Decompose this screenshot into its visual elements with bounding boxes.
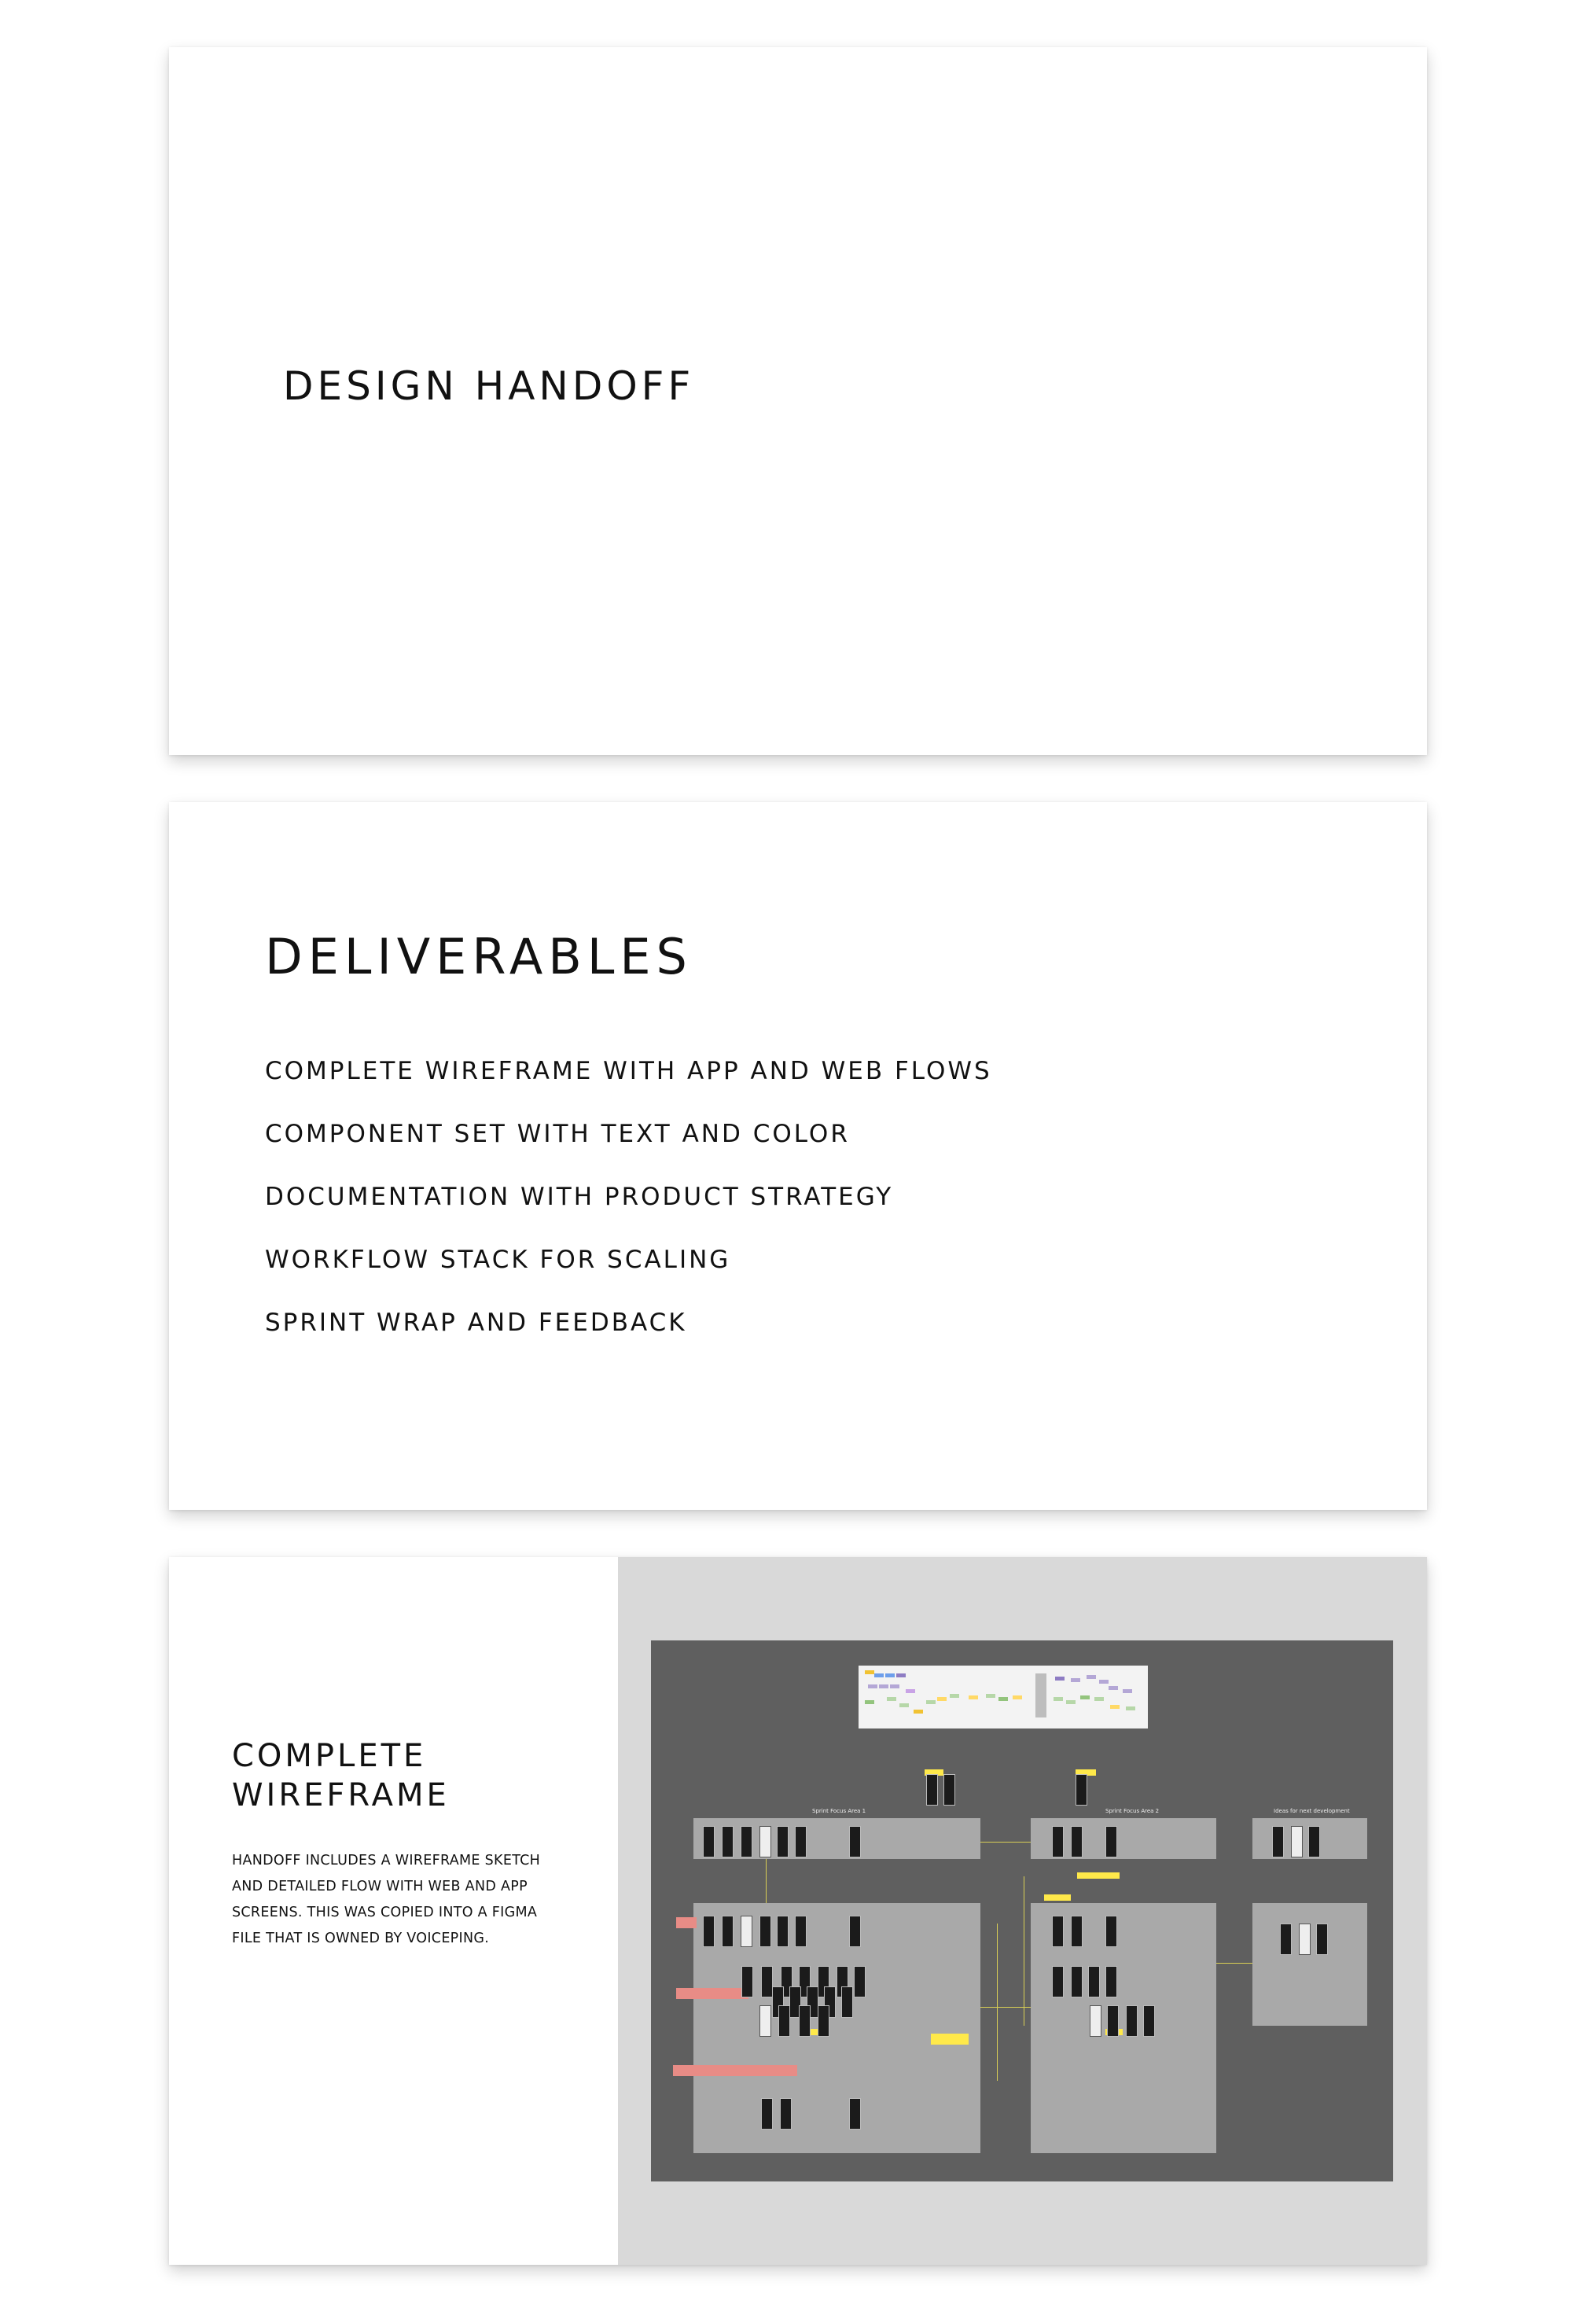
text-panel: [169, 1557, 618, 2265]
phone-screen-thumbnail: [1052, 1966, 1064, 1997]
flow-node: [1099, 1680, 1109, 1684]
phone-screen-thumbnail: [1280, 1924, 1292, 1955]
flow-node: [1123, 1689, 1132, 1693]
phone-screen-thumbnail: [759, 1916, 771, 1947]
phone-screen-thumbnail: [778, 2005, 790, 2037]
phone-screen-thumbnail: [1071, 1826, 1083, 1857]
sticky-note-yellow: [1044, 1894, 1071, 1901]
phone-screen-thumbnail: [1291, 1826, 1303, 1857]
phone-screen-thumbnail: [1107, 2005, 1119, 2037]
phone-screen-thumbnail: [761, 1966, 773, 1997]
flow-node: [885, 1673, 895, 1677]
phone-screen-thumbnail: [777, 1916, 789, 1947]
flow-node: [879, 1684, 888, 1688]
phone-screen-thumbnail: [1071, 1966, 1083, 1997]
slide-deliverables: [169, 802, 1427, 1510]
flow-node: [865, 1700, 874, 1704]
flow-node: [896, 1673, 906, 1677]
phone-screen-thumbnail: [854, 1966, 866, 1997]
phone-screen-thumbnail: [818, 2005, 829, 2037]
sticky-note-yellow: [931, 2034, 969, 2045]
ideas-area-main: [1252, 1903, 1367, 2026]
phone-screen-thumbnail: [1126, 2005, 1138, 2037]
area-label: Sprint Focus Area 1: [812, 1808, 866, 1814]
list-item: WORKFLOW STACK FOR SCALING: [265, 1246, 731, 1274]
list-item: COMPLETE WIREFRAME WITH APP AND WEB FLOWS: [265, 1057, 992, 1085]
phone-screen-thumbnail: [926, 1774, 938, 1806]
connector-line: [766, 1859, 767, 1903]
sticky-note-yellow: [1077, 1872, 1120, 1879]
slide-complete-wireframe: [169, 1557, 1427, 2265]
phone-screen-thumbnail: [1090, 2005, 1101, 2037]
phone-screen-thumbnail: [759, 1826, 771, 1857]
phone-screen-thumbnail: [1299, 1924, 1311, 1955]
phone-screen-thumbnail: [841, 1986, 853, 2018]
area-label: Ideas for next development: [1274, 1808, 1350, 1814]
wireframe-board-image: [651, 1640, 1393, 2181]
phone-screen-thumbnail: [741, 1916, 752, 1947]
flow-node: [899, 1703, 909, 1707]
flow-node: [937, 1697, 947, 1701]
phone-screen-thumbnail: [1105, 1916, 1117, 1947]
flow-node: [1054, 1697, 1063, 1701]
phone-screen-thumbnail: [1071, 1916, 1083, 1947]
phone-screen-thumbnail: [1316, 1924, 1328, 1955]
flow-node: [906, 1689, 915, 1693]
list-item: DOCUMENTATION WITH PRODUCT STRATEGY: [265, 1183, 894, 1211]
flow-node: [926, 1700, 936, 1704]
slide-title: DESIGN HANDOFF: [283, 363, 695, 409]
phone-screen-thumbnail: [849, 1826, 861, 1857]
flow-node: [1087, 1675, 1096, 1679]
focus-area-1-top: [693, 1818, 980, 1859]
flow-node: [1071, 1678, 1080, 1682]
slide-title: DELIVERABLES: [265, 928, 693, 985]
flow-node: [1110, 1705, 1120, 1709]
area-label: Sprint Focus Area 2: [1105, 1808, 1160, 1814]
flow-node: [865, 1670, 874, 1674]
phone-screen-thumbnail: [741, 1826, 752, 1857]
phone-screen-thumbnail: [1272, 1826, 1284, 1857]
deliverables-list: [265, 1055, 992, 1370]
flow-node: [1094, 1697, 1104, 1701]
phone-screen-thumbnail: [1143, 2005, 1155, 2037]
phone-screen-thumbnail: [761, 2098, 773, 2130]
focus-area-1-main: [693, 1903, 980, 2153]
connector-line: [980, 1842, 1031, 1843]
flow-node: [914, 1710, 923, 1714]
flow-node: [969, 1695, 978, 1699]
flow-node: [1126, 1706, 1135, 1710]
flow-node: [1080, 1695, 1090, 1699]
phone-screen-thumbnail: [777, 1826, 789, 1857]
phone-screen-thumbnail: [849, 2098, 861, 2130]
phone-screen-thumbnail: [780, 2098, 792, 2130]
flow-node: [1055, 1677, 1065, 1681]
phone-screen-thumbnail: [943, 1774, 955, 1806]
phone-screen-thumbnail: [722, 1916, 734, 1947]
flow-node: [986, 1694, 995, 1698]
phone-screen-thumbnail: [795, 1916, 807, 1947]
slide-design-handoff: [169, 47, 1427, 755]
user-flow-diagram: [859, 1666, 1148, 1728]
image-panel: [618, 1557, 1427, 2265]
list-item: COMPONENT SET WITH TEXT AND COLOR: [265, 1120, 850, 1148]
phone-screen-thumbnail: [722, 1826, 734, 1857]
phone-screen-thumbnail: [1105, 1966, 1117, 1997]
phone-screen-thumbnail: [1052, 1916, 1064, 1947]
phone-screen-thumbnail: [759, 2005, 771, 2037]
sticky-note-red: [676, 1917, 697, 1928]
phone-screen-thumbnail: [799, 2005, 811, 2037]
connector-line: [1216, 1963, 1252, 1964]
phone-screen-thumbnail: [1308, 1826, 1320, 1857]
phone-screen-thumbnail: [703, 1826, 715, 1857]
list-item: SPRINT WRAP AND FEEDBACK: [265, 1309, 687, 1337]
phone-screen-thumbnail: [849, 1916, 861, 1947]
phone-screen-thumbnail: [1076, 1774, 1087, 1806]
flow-node: [887, 1697, 896, 1701]
sticky-note-red: [676, 1988, 748, 1999]
flow-node: [998, 1697, 1008, 1701]
flow-node: [868, 1684, 877, 1688]
flow-node: [1013, 1695, 1022, 1699]
phone-screen-thumbnail: [741, 1966, 753, 1997]
phone-screen-thumbnail: [703, 1916, 715, 1947]
slide-body: HANDOFF INCLUDES A WIREFRAME SKETCH AND DETAILED FLOW WITH WEB AND APP SCREENS. THIS WAS COPIED INTO A FIGMA FILE THAT IS OWNED BY VOICEPING.: [232, 1853, 541, 1946]
phone-screen-thumbnail: [1105, 1826, 1117, 1857]
phone-screen-thumbnail: [795, 1826, 807, 1857]
phone-screen-thumbnail: [1088, 1966, 1100, 1997]
flow-node: [1066, 1700, 1076, 1704]
sticky-note-red: [673, 2065, 797, 2076]
flow-node: [1109, 1686, 1118, 1690]
flow-node: [950, 1694, 959, 1698]
connector-line: [997, 1924, 998, 2081]
phone-screen-thumbnail: [1052, 1826, 1064, 1857]
flow-node: [890, 1684, 899, 1688]
slide-title: COMPLETE WIREFRAME: [232, 1738, 450, 1813]
flow-node: [874, 1673, 884, 1677]
flow-divider: [1035, 1673, 1046, 1717]
